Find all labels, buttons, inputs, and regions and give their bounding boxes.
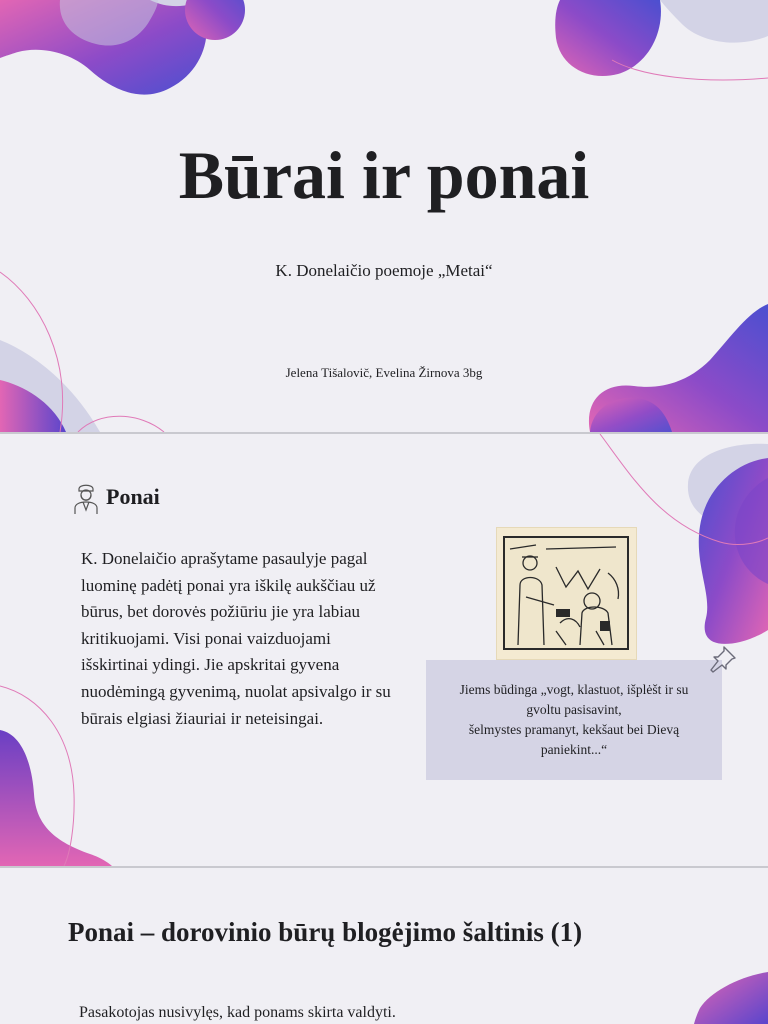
quote-line: gvoltu pasisavint, xyxy=(526,702,622,717)
quote-text xyxy=(436,680,712,760)
pushpin-icon xyxy=(706,644,738,676)
woodcut-illustration xyxy=(496,527,637,660)
section-body: K. Donelaičio aprašytame pasaulyje pagal luominę padėtį ponai yra iškilę aukščiau už būrus, bet dorovės požiūriu jie yra labiau kritikuojami. Visi ponai vaizduojami išskirtinai ydingi. Jie apskritai gyvena nuodėmingą gyvenimą, nuolat apsivalgo ir su būrais elgiasi žiauriai ir neteisingai. xyxy=(81,549,391,728)
quote-line: šelmystes pramanyt, kekšaut bei Dievą xyxy=(468,722,680,737)
lord-figure-icon xyxy=(72,480,100,514)
quote-line: Jiems būdinga „vogt, klastuot, išplėšt ir su xyxy=(459,682,689,697)
section-heading xyxy=(72,480,160,514)
quote-box xyxy=(426,660,722,780)
slide-title xyxy=(0,0,768,432)
presentation-authors: Jelena Tišalovič, Evelina Žirnova 3bg xyxy=(285,365,483,380)
presentation-title: Būrai ir ponai xyxy=(178,137,590,213)
section-title: Ponai – dorovinio būrų blogėjimo šaltinis (1) xyxy=(68,917,583,947)
section-body: Pasakotojas nusivylęs, kad ponams skirta valdyti. xyxy=(79,1004,396,1021)
presentation-subtitle: K. Donelaičio poemoje „Metai“ xyxy=(275,261,493,280)
quote-line: paniekint...“ xyxy=(540,742,608,757)
slide-ponai-source xyxy=(0,868,768,1024)
slide-ponai xyxy=(0,434,768,866)
section-title: Ponai xyxy=(106,484,160,509)
